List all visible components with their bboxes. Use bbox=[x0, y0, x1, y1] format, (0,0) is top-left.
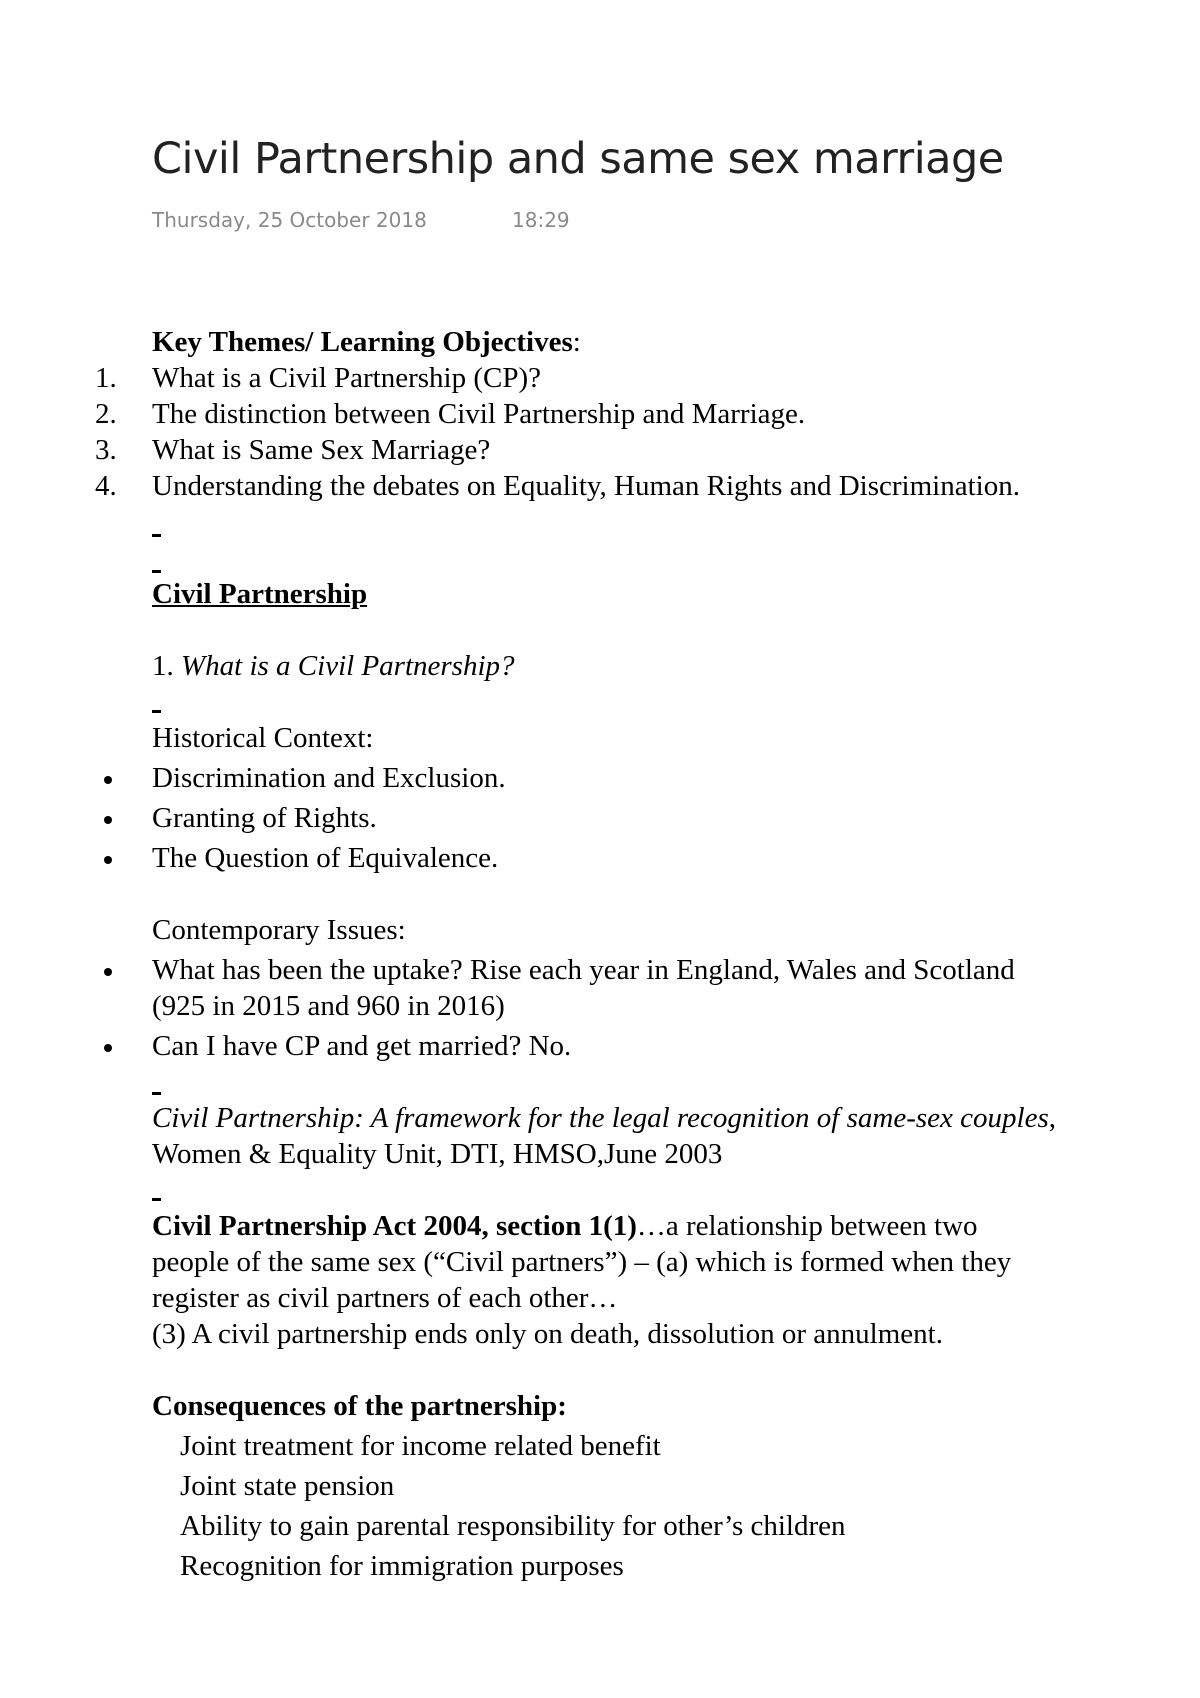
list-item: The Question of Equivalence. bbox=[152, 842, 499, 874]
divider-mark bbox=[152, 1092, 161, 1095]
contemporary-heading: Contemporary Issues: bbox=[152, 914, 406, 946]
section-heading: Civil Partnership bbox=[152, 578, 368, 610]
objective-number: 2. bbox=[95, 398, 117, 430]
consequence-item: Joint treatment for income related benefit bbox=[180, 1430, 661, 1462]
consequences-heading: Consequences of the partnership: bbox=[152, 1390, 567, 1422]
objective-item: What is Same Sex Marriage? bbox=[152, 434, 491, 466]
divider-mark bbox=[152, 710, 161, 713]
consequence-item: Joint state pension bbox=[180, 1470, 395, 1502]
act-quote-continuation: register as civil partners of each other… bbox=[152, 1282, 618, 1314]
objectives-heading: Key Themes/ Learning Objectives: bbox=[152, 326, 581, 358]
consequence-item: Ability to gain parental responsibility for other’s children bbox=[180, 1510, 846, 1542]
list-item-continuation: (925 in 2015 and 960 in 2016) bbox=[152, 990, 505, 1022]
act-quote-continuation: (3) A civil partnership ends only on death, dissolution or annulment. bbox=[152, 1318, 943, 1350]
list-item: Granting of Rights. bbox=[152, 802, 377, 834]
divider-mark bbox=[152, 570, 161, 573]
act-quote-continuation: people of the same sex (“Civil partners”) – (a) which is formed when they bbox=[152, 1246, 1012, 1278]
source-citation-continuation: Women & Equality Unit, DTI, HMSO,June 2003 bbox=[152, 1138, 723, 1170]
section-question: 1. What is a Civil Partnership? bbox=[152, 650, 515, 682]
bullet-icon bbox=[104, 856, 112, 864]
divider-mark bbox=[152, 534, 161, 537]
list-item: Discrimination and Exclusion. bbox=[152, 762, 506, 794]
page-title: Civil Partnership and same sex marriage bbox=[152, 134, 1004, 184]
objective-item: The distinction between Civil Partnership and Marriage. bbox=[152, 398, 806, 430]
bullet-icon bbox=[104, 816, 112, 824]
divider-mark bbox=[152, 1198, 161, 1201]
historical-heading: Historical Context: bbox=[152, 722, 374, 754]
list-item: Can I have CP and get married? No. bbox=[152, 1030, 572, 1062]
list-item: What has been the uptake? Rise each year in England, Wales and Scotland bbox=[152, 954, 1015, 986]
bullet-icon bbox=[104, 776, 112, 784]
objective-number: 3. bbox=[95, 434, 117, 466]
page-timestamp bbox=[152, 208, 570, 232]
objective-item: Understanding the debates on Equality, Human Rights and Discrimination. bbox=[152, 470, 1020, 502]
objective-item: What is a Civil Partnership (CP)? bbox=[152, 362, 542, 394]
act-quote: Civil Partnership Act 2004, section 1(1)…a relationship between two bbox=[152, 1210, 978, 1242]
bullet-icon bbox=[104, 968, 112, 976]
consequence-item: Recognition for immigration purposes bbox=[180, 1550, 624, 1582]
source-citation: Civil Partnership: A framework for the legal recognition of same-sex couples, bbox=[152, 1102, 1056, 1134]
page-date: Thursday, 25 October 2018 bbox=[152, 208, 427, 232]
page-time: 18:29 bbox=[512, 208, 570, 232]
bullet-icon bbox=[104, 1044, 112, 1052]
objective-number: 1. bbox=[95, 362, 117, 394]
objective-number: 4. bbox=[95, 470, 117, 502]
